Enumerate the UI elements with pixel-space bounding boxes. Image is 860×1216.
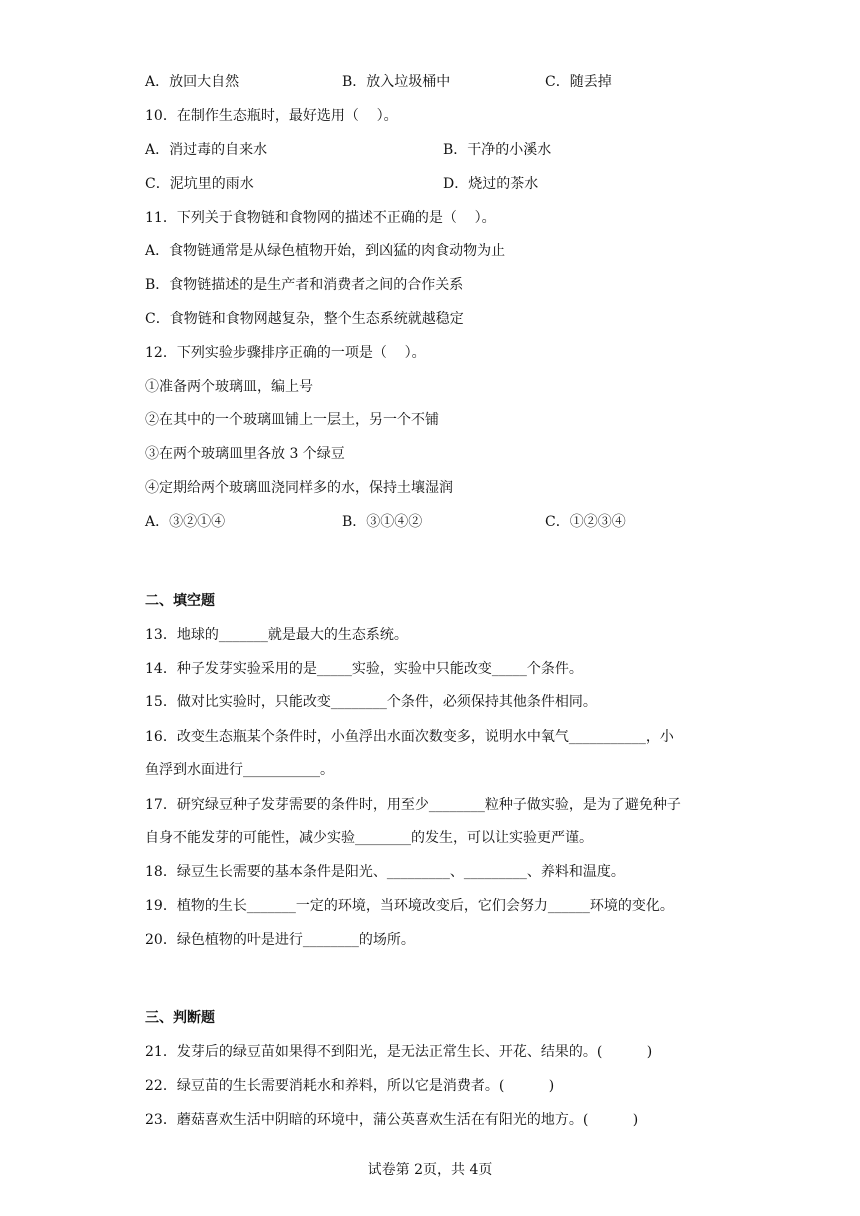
q12-option-a: A．③②①④ xyxy=(145,514,226,530)
q12-stem: 12．下列实验步骤排序正确的一项是（ ）。 xyxy=(145,345,426,361)
q10-stem: 10．在制作生态瓶时，最好选用（ ）。 xyxy=(145,108,398,124)
q12-step-3: ③在两个玻璃皿里各放 3 个绿豆 xyxy=(145,446,345,462)
q19: 19．植物的生长_______一定的环境，当环境改变后，它们会努力______环境的变化。 xyxy=(145,898,674,914)
q12-option-b: B．③①④② xyxy=(342,514,423,530)
section-2-title: 二、填空题 xyxy=(145,593,215,609)
q9-option-c: C．随丢掉 xyxy=(545,74,612,90)
q18: 18．绿豆生长需要的基本条件是阳光、_________、_________、养料和温度。 xyxy=(145,864,625,880)
q16-line-1: 16．改变生态瓶某个条件时，小鱼浮出水面次数变多，说明水中氧气___________，小 xyxy=(145,729,674,745)
q17-line-2: 自身不能发芽的可能性，减少实验________的发生，可以让实验更严谨。 xyxy=(145,830,593,846)
q10-option-c: C．泥坑里的雨水 xyxy=(145,176,254,192)
q13: 13．地球的_______就是最大的生态系统。 xyxy=(145,627,408,643)
q9-option-a: A．放回大自然 xyxy=(145,74,240,90)
q15: 15．做对比实验时，只能改变________个条件，必须保持其他条件相同。 xyxy=(145,694,597,710)
q10-option-a: A．消过毒的自来水 xyxy=(145,142,268,158)
q12-option-c: C．①②③④ xyxy=(545,514,626,530)
q20: 20．绿色植物的叶是进行________的场所。 xyxy=(145,932,415,948)
page-footer: 试卷第 2页，共 4页 xyxy=(367,1162,493,1178)
q14: 14．种子发芽实验采用的是_____实验，实验中只能改变_____个条件。 xyxy=(145,661,583,677)
q16-line-2: 鱼浮到水面进行___________。 xyxy=(145,762,334,778)
q11-option-a: A．食物链通常是从绿色植物开始，到凶猛的肉食动物为止 xyxy=(145,243,506,259)
q12-step-2: ②在其中的一个玻璃皿铺上一层土，另一个不铺 xyxy=(145,412,439,428)
q12-step-1: ①准备两个玻璃皿，编上号 xyxy=(145,379,313,395)
q11-option-b: B．食物链描述的是生产者和消费者之间的合作关系 xyxy=(145,277,464,293)
q17-line-1: 17．研究绿豆种子发芽需要的条件时，用至少________粒种子做实验，是为了避免种子 xyxy=(145,797,681,813)
q21: 21．发芽后的绿豆苗如果得不到阳光，是无法正常生长、开花、结果的。( ) xyxy=(145,1044,653,1060)
q10-option-b: B．干净的小溪水 xyxy=(443,142,552,158)
q11-stem: 11．下列关于食物链和食物网的描述不正确的是（ ）。 xyxy=(145,210,496,226)
q12-step-4: ④定期给两个玻璃皿浇同样多的水，保持土壤湿润 xyxy=(145,480,453,496)
q22: 22．绿豆苗的生长需要消耗水和养料，所以它是消费者。( ) xyxy=(145,1078,555,1094)
q23: 23．蘑菇喜欢生活中阴暗的环境中，蒲公英喜欢生活在有阳光的地方。( ) xyxy=(145,1112,639,1128)
section-3-title: 三、判断题 xyxy=(145,1010,215,1026)
q10-option-d: D．烧过的茶水 xyxy=(443,176,539,192)
q9-option-b: B．放入垃圾桶中 xyxy=(342,74,451,90)
q11-option-c: C．食物链和食物网越复杂，整个生态系统就越稳定 xyxy=(145,311,464,327)
